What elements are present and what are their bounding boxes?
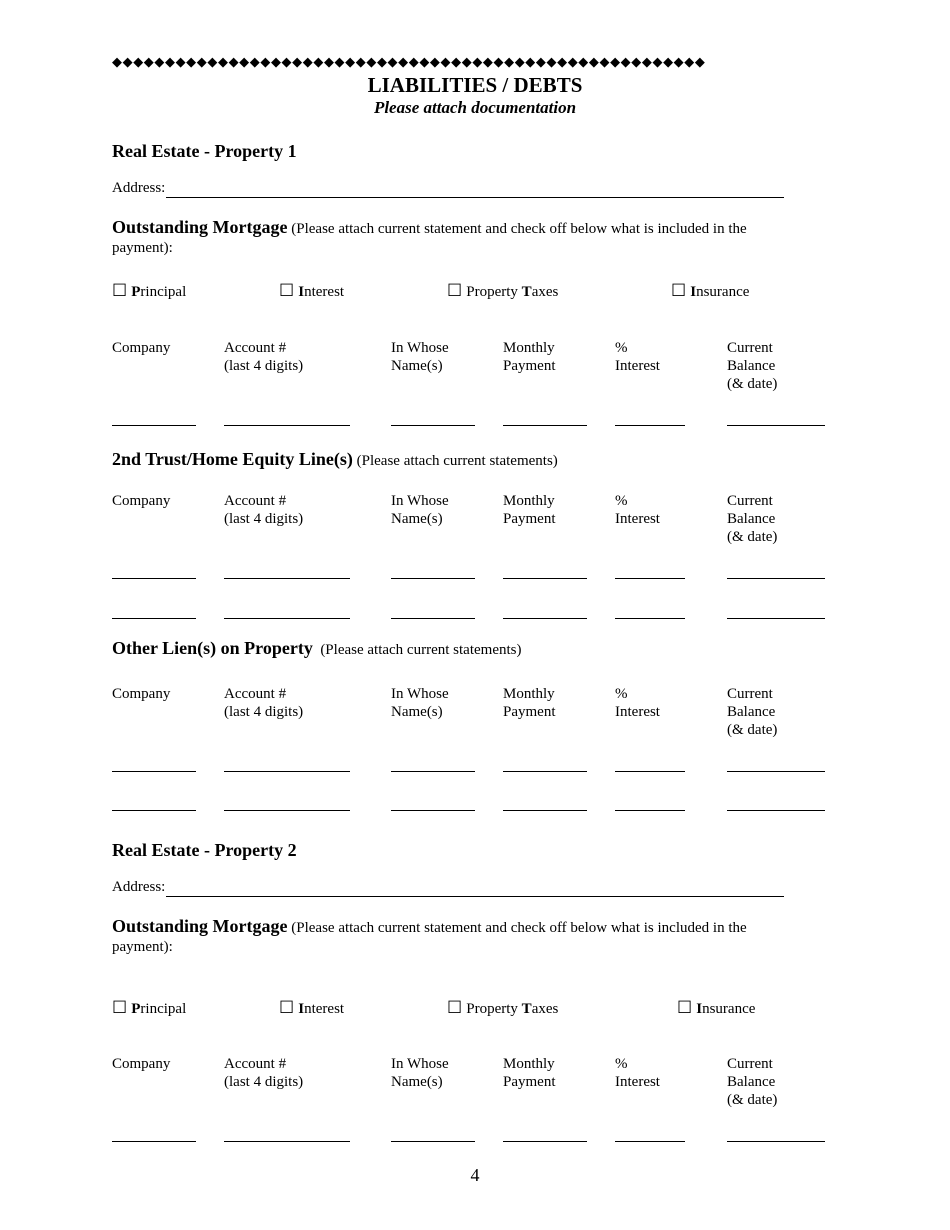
- column-whose-name: In Whose Name(s): [391, 493, 449, 527]
- checkbox-interest-2[interactable]: ☐ Interest: [279, 998, 345, 1018]
- blank-current-balance[interactable]: [727, 810, 825, 811]
- column-monthly-payment: Monthly Payment: [503, 686, 556, 720]
- blank-monthly-payment[interactable]: [503, 1141, 587, 1142]
- checkbox-property-taxes-1[interactable]: ☐ Property Taxes: [447, 281, 559, 301]
- blank-interest[interactable]: [615, 771, 685, 772]
- other-liens-note: (Please attach current statements): [312, 642, 522, 658]
- blank-account[interactable]: [224, 578, 350, 579]
- blank-account[interactable]: [224, 810, 350, 811]
- column-interest: % Interest: [615, 1056, 660, 1090]
- property2-address-field[interactable]: [112, 877, 784, 897]
- checkbox-interest-1[interactable]: ☐ Interest: [279, 281, 345, 301]
- column-account: Account # (last 4 digits): [224, 1056, 304, 1090]
- column-interest: % Interest: [615, 686, 660, 720]
- blank-current-balance[interactable]: [727, 1141, 825, 1142]
- blank-current-balance[interactable]: [727, 618, 825, 619]
- mortgage-note: (Please attach current statement and check off below what is included in the payment):: [112, 920, 747, 955]
- blank-whose-name[interactable]: [391, 771, 475, 772]
- address-label: Address:: [112, 879, 166, 895]
- blank-account[interactable]: [224, 618, 350, 619]
- mortgage-title: Outstanding Mortgage: [112, 916, 288, 936]
- column-company: Company: [112, 1056, 171, 1072]
- page-number: 4: [470, 1165, 480, 1185]
- blank-company[interactable]: [112, 810, 196, 811]
- column-whose-name: In Whose Name(s): [391, 340, 449, 374]
- diamond-border: ◆◆◆◆◆◆◆◆◆◆◆◆◆◆◆◆◆◆◆◆◆◆◆◆◆◆◆◆◆◆◆◆◆◆◆◆◆◆◆◆◆◆◆◆◆◆◆◆◆◆◆◆◆◆◆◆: [112, 54, 706, 69]
- checkbox-icon[interactable]: ☐: [112, 281, 128, 301]
- column-whose-name: In Whose Name(s): [391, 686, 449, 720]
- blank-whose-name[interactable]: [391, 578, 475, 579]
- blank-interest[interactable]: [615, 425, 685, 426]
- other-liens-section-title: [112, 639, 792, 660]
- blank-monthly-payment[interactable]: [503, 425, 587, 426]
- address-line[interactable]: [166, 183, 784, 198]
- column-monthly-payment: Monthly Payment: [503, 493, 556, 527]
- blank-monthly-payment[interactable]: [503, 810, 587, 811]
- second-trust-note: (Please attach current statements): [352, 453, 558, 469]
- column-company: Company: [112, 340, 171, 356]
- checkbox-insurance-2[interactable]: ☐ Insurance: [677, 998, 756, 1018]
- property1-heading: Real Estate - Property 1: [112, 141, 297, 161]
- column-current-balance: Current Balance (& date): [727, 1056, 778, 1108]
- property1-mortgage-section-title: [112, 218, 792, 258]
- second-trust-title: 2nd Trust/Home Equity Line(s): [112, 449, 353, 469]
- checkbox-icon[interactable]: ☐: [447, 998, 463, 1018]
- blank-current-balance[interactable]: [727, 578, 825, 579]
- column-account: Account # (last 4 digits): [224, 686, 304, 720]
- blank-whose-name[interactable]: [391, 1141, 475, 1142]
- blank-interest[interactable]: [615, 578, 685, 579]
- second-trust-section-title: [112, 450, 792, 471]
- blank-monthly-payment[interactable]: [503, 771, 587, 772]
- checkbox-icon[interactable]: ☐: [112, 998, 128, 1018]
- column-monthly-payment: Monthly Payment: [503, 1056, 556, 1090]
- mortgage-title: Outstanding Mortgage: [112, 217, 288, 237]
- column-account: Account # (last 4 digits): [224, 340, 304, 374]
- blank-company[interactable]: [112, 618, 196, 619]
- page-title: LIABILITIES / DEBTS: [367, 73, 583, 97]
- page-subtitle: Please attach documentation: [373, 98, 577, 117]
- blank-whose-name[interactable]: [391, 618, 475, 619]
- property2-heading: Real Estate - Property 2: [112, 840, 297, 860]
- blank-company[interactable]: [112, 771, 196, 772]
- checkbox-insurance-1[interactable]: ☐ Insurance: [671, 281, 750, 301]
- blank-monthly-payment[interactable]: [503, 578, 587, 579]
- blank-company[interactable]: [112, 425, 196, 426]
- column-current-balance: Current Balance (& date): [727, 686, 778, 738]
- blank-account[interactable]: [224, 425, 350, 426]
- checkbox-principal-2[interactable]: ☐ Principal: [112, 998, 187, 1018]
- blank-interest[interactable]: [615, 618, 685, 619]
- address-line[interactable]: [166, 882, 784, 897]
- blank-interest[interactable]: [615, 810, 685, 811]
- blank-account[interactable]: [224, 771, 350, 772]
- blank-whose-name[interactable]: [391, 425, 475, 426]
- blank-current-balance[interactable]: [727, 425, 825, 426]
- column-interest: % Interest: [615, 340, 660, 374]
- property1-address-field[interactable]: [112, 178, 784, 198]
- blank-account[interactable]: [224, 1141, 350, 1142]
- column-current-balance: Current Balance (& date): [727, 493, 778, 545]
- checkbox-icon[interactable]: ☐: [279, 998, 295, 1018]
- address-label: Address:: [112, 180, 166, 196]
- column-company: Company: [112, 686, 171, 702]
- column-company: Company: [112, 493, 171, 509]
- checkbox-icon[interactable]: ☐: [677, 998, 693, 1018]
- blank-whose-name[interactable]: [391, 810, 475, 811]
- blank-company[interactable]: [112, 578, 196, 579]
- other-liens-title: Other Lien(s) on Property: [112, 638, 313, 658]
- column-monthly-payment: Monthly Payment: [503, 340, 556, 374]
- checkbox-icon[interactable]: ☐: [671, 281, 687, 301]
- blank-monthly-payment[interactable]: [503, 618, 587, 619]
- column-current-balance: Current Balance (& date): [727, 340, 778, 392]
- blank-company[interactable]: [112, 1141, 196, 1142]
- property2-mortgage-section-title: [112, 917, 792, 957]
- column-interest: % Interest: [615, 493, 660, 527]
- checkbox-property-taxes-2[interactable]: ☐ Property Taxes: [447, 998, 559, 1018]
- checkbox-icon[interactable]: ☐: [447, 281, 463, 301]
- column-whose-name: In Whose Name(s): [391, 1056, 449, 1090]
- checkbox-icon[interactable]: ☐: [279, 281, 295, 301]
- column-account: Account # (last 4 digits): [224, 493, 304, 527]
- checkbox-principal-1[interactable]: ☐ Principal: [112, 281, 187, 301]
- blank-interest[interactable]: [615, 1141, 685, 1142]
- mortgage-note: (Please attach current statement and check off below what is included in the payment):: [112, 221, 747, 256]
- blank-current-balance[interactable]: [727, 771, 825, 772]
